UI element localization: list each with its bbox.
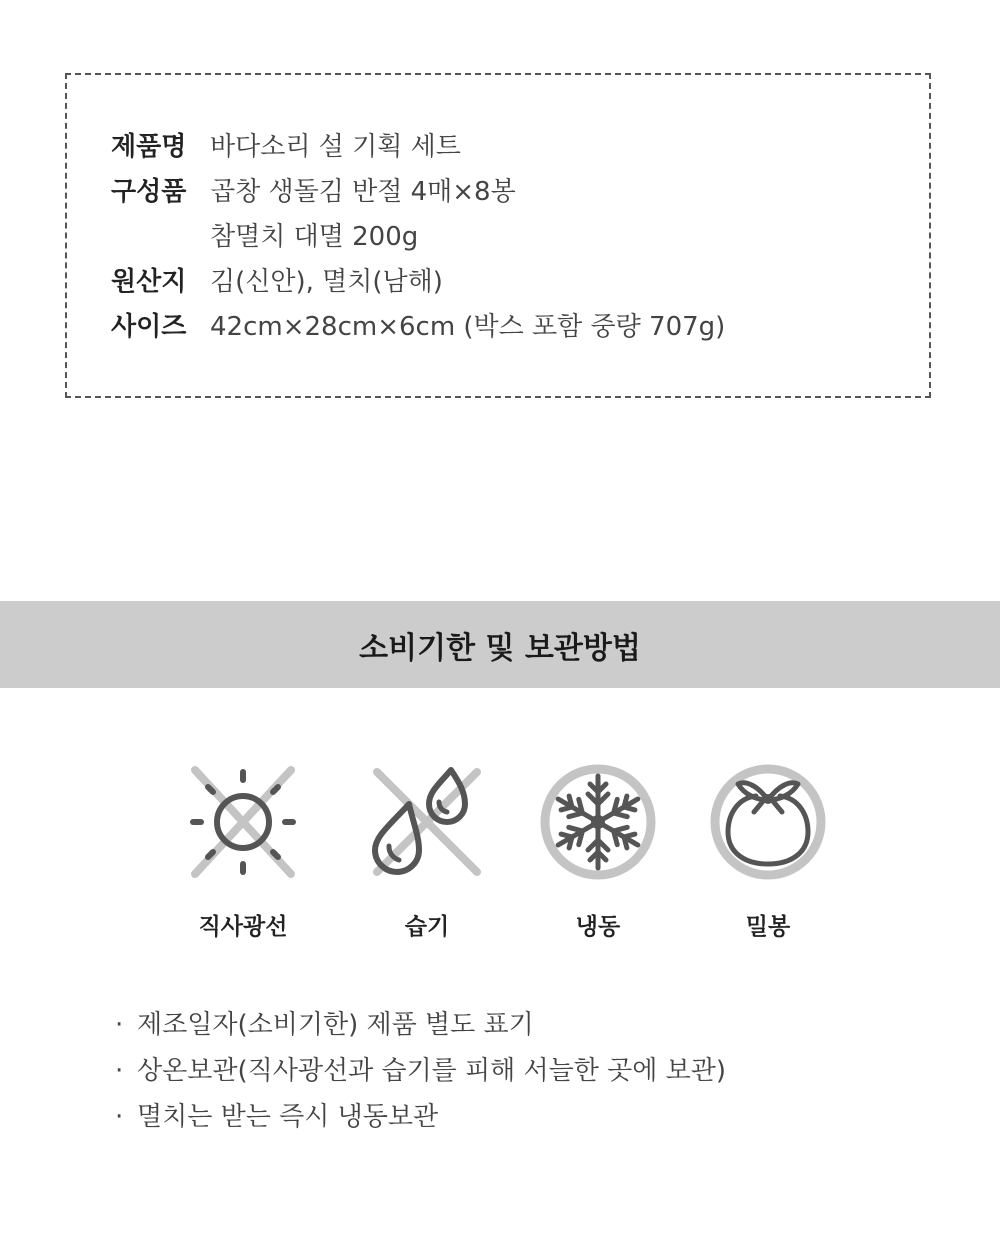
icon-label-moisture: 습기 bbox=[404, 914, 450, 940]
no-sunlight-icon bbox=[183, 762, 303, 882]
spec-label: 사이즈 bbox=[111, 312, 187, 342]
bullet: · bbox=[115, 1102, 124, 1132]
spec-row-size bbox=[111, 311, 725, 343]
bullet: · bbox=[115, 1010, 124, 1040]
spec-row-name bbox=[111, 131, 461, 163]
spec-label: 구성품 bbox=[111, 177, 187, 207]
snowflake-icon bbox=[538, 762, 658, 882]
storage-note bbox=[115, 1100, 438, 1134]
spec-row-origin bbox=[111, 266, 443, 298]
note-text: 제조일자(소비기한) 제품 별도 표기 bbox=[137, 1010, 534, 1040]
spec-value: 곱창 생돌김 반절 4매×8봉 bbox=[210, 177, 516, 207]
spec-label: 제품명 bbox=[111, 132, 187, 162]
spec-value: 김(신안), 멸치(남해) bbox=[210, 267, 443, 297]
icon-label-frozen: 냉동 bbox=[575, 914, 621, 940]
no-moisture-icon bbox=[367, 762, 487, 882]
section-title: 소비기한 및 보관방법 bbox=[359, 630, 641, 666]
sealed-bag-icon bbox=[708, 762, 828, 882]
spec-row-components bbox=[111, 176, 516, 208]
storage-note bbox=[115, 1054, 726, 1088]
spec-value: 바다소리 설 기획 세트 bbox=[210, 132, 461, 162]
icon-label-sunlight: 직사광선 bbox=[198, 914, 288, 940]
storage-note bbox=[115, 1008, 534, 1042]
icon-label-sealed: 밀봉 bbox=[745, 914, 791, 940]
note-text: 멸치는 받는 즉시 냉동보관 bbox=[137, 1102, 439, 1132]
spec-label: 원산지 bbox=[111, 267, 187, 297]
storage-section-header bbox=[0, 601, 1000, 688]
product-info-box bbox=[65, 73, 931, 398]
spec-value: 참멸치 대멸 200g bbox=[210, 222, 419, 252]
spec-row-components-2 bbox=[111, 221, 418, 253]
spec-value: 42cm×28cm×6cm (박스 포함 중량 707g) bbox=[210, 312, 726, 342]
bullet: · bbox=[115, 1056, 124, 1086]
note-text: 상온보관(직사광선과 습기를 피해 서늘한 곳에 보관) bbox=[137, 1056, 727, 1086]
